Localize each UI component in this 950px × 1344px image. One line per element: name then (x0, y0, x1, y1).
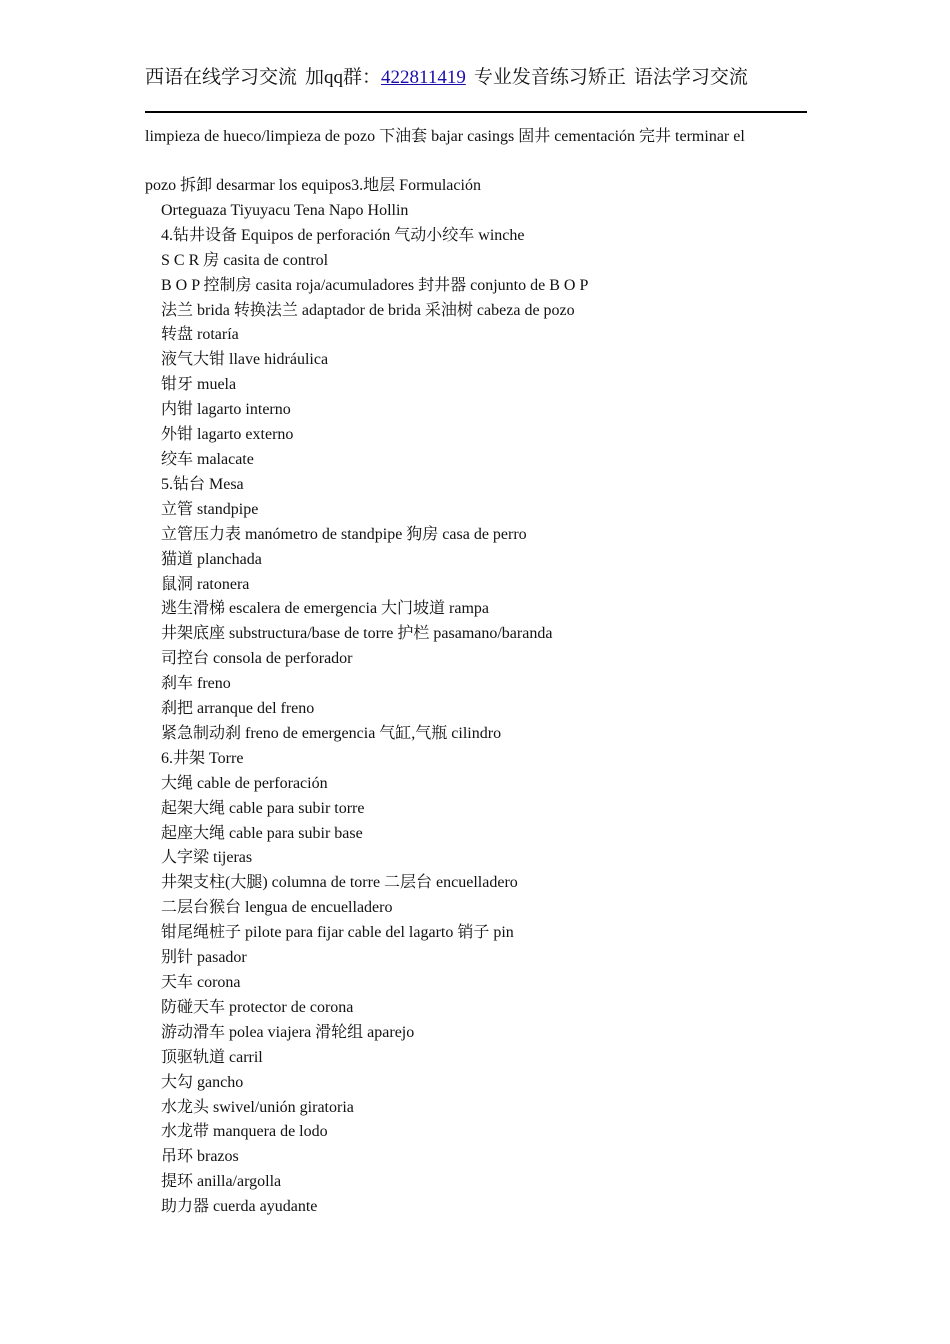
vocabulary-line: 天车 corona (161, 974, 241, 991)
vocabulary-line: 司控台 consola de perforador (161, 650, 353, 668)
page-header (145, 64, 805, 92)
qq-group-link[interactable]: 422811419 (381, 67, 466, 88)
vocabulary-line: 顶驱轨道 carril (161, 1048, 263, 1066)
vocabulary-line: 人字梁 tijeras (161, 849, 253, 867)
vocabulary-line: 大勾 gancho (161, 1073, 244, 1091)
vocabulary-line: 吊环 brazos (161, 1148, 239, 1166)
vocabulary-line: S C R 房 casita de control (161, 251, 329, 269)
vocabulary-line: 6.井架 Torre (161, 749, 244, 767)
vocabulary-line: 二层台猴台 lengua de encuelladero (161, 899, 393, 917)
vocabulary-line: 转盘 rotaría (161, 326, 239, 344)
paragraph-gap (145, 149, 805, 174)
vocabulary-line: 井架底座 substructura/base de torre 护栏 pasamano/baranda (161, 625, 553, 643)
header-title: 西语在线学习交流 (145, 67, 298, 88)
vocabulary-line: 别针 pasador (161, 949, 247, 967)
vocabulary-line: 立管 standpipe (161, 500, 259, 518)
vocabulary-line: 井架支柱(大腿) columna de torre 二层台 encuelladero (161, 874, 518, 892)
paragraph-line: limpieza de hueco/limpieza de pozo 下油套 bajar casings 固井 cementación 完井 terminar el (145, 128, 745, 145)
vocabulary-line: 大绳 cable de perforación (161, 774, 328, 792)
vocabulary-line: 法兰 brida 转换法兰 adaptador de brida 采油树 cabeza de pozo (161, 301, 575, 319)
vocabulary-line: 绞车 malacate (161, 450, 254, 468)
vocabulary-line: 钳尾绳桩子 pilote para fijar cable del lagarto 销子 pin (161, 924, 514, 942)
vocabulary-line: 防碰天车 protector de corona (161, 998, 354, 1016)
vocabulary-line: 液气大钳 llave hidráulica (161, 351, 329, 369)
paragraph-line: pozo 拆卸 desarmar los equipos3.地层 Formulación (145, 177, 481, 194)
document-body (145, 124, 805, 1220)
vocabulary-line: 起架大绳 cable para subir torre (161, 799, 365, 817)
vocabulary-line: Orteguaza Tiyuyacu Tena Napo Hollin (161, 201, 409, 219)
vocabulary-line: 外钳 lagarto externo (161, 426, 294, 444)
vocabulary-line: 刹车 freno (161, 675, 231, 693)
vocabulary-line: 5.钻台 Mesa (161, 475, 244, 493)
vocabulary-line: 提环 anilla/argolla (161, 1173, 282, 1191)
header-qq-label: 加qq群： (305, 67, 382, 88)
vocabulary-line: 逃生滑梯 escalera de emergencia 大门坡道 rampa (161, 600, 490, 618)
header-pronunciation: 专业发音练习矫正 (473, 67, 626, 88)
vocabulary-line: 水龙头 swivel/unión giratoria (161, 1098, 354, 1116)
vocabulary-line: B O P 控制房 casita roja/acumuladores 封井器 conjunto de B O P (161, 276, 589, 294)
vocabulary-line: 鼠洞 ratonera (161, 575, 250, 593)
vocabulary-line: 钳牙 muela (161, 376, 237, 394)
vocabulary-line: 起座大绳 cable para subir base (161, 824, 363, 842)
vocabulary-line: 内钳 lagarto interno (161, 401, 291, 419)
vocabulary-line: 立管压力表 manómetro de standpipe 狗房 casa de perro (161, 525, 527, 543)
vocabulary-line: 水龙带 manquera de lodo (161, 1123, 328, 1141)
vocabulary-line: 刹把 arranque del freno (161, 700, 315, 718)
vocabulary-line: 4.钻井设备 Equipos de perforación 气动小绞车 winche (161, 226, 525, 244)
header-grammar: 语法学习交流 (633, 67, 748, 88)
header-divider (145, 111, 807, 113)
vocabulary-line: 助力器 cuerda ayudante (161, 1198, 318, 1216)
vocabulary-list (145, 199, 805, 1220)
vocabulary-line: 猫道 planchada (161, 550, 262, 568)
vocabulary-line: 紧急制动刹 freno de emergencia 气缸,气瓶 cilindro (161, 724, 502, 742)
vocabulary-line: 游动滑车 polea viajera 滑轮组 aparejo (161, 1023, 415, 1041)
